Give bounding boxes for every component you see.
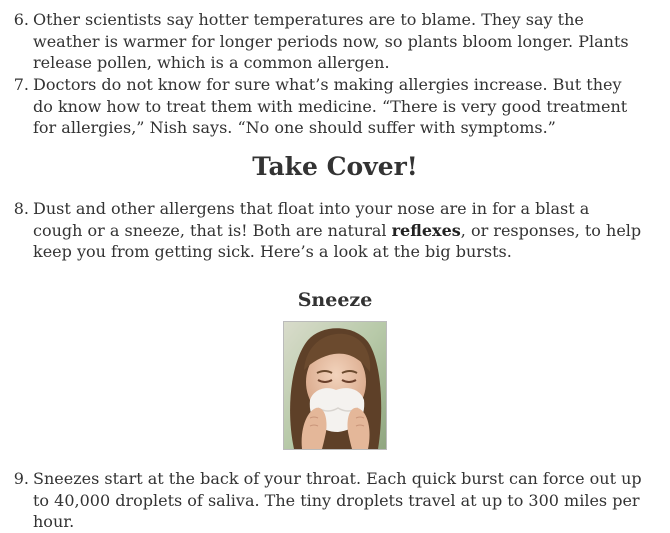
section-heading: Take Cover! [252, 152, 418, 181]
photo-drawing [284, 322, 386, 449]
sneezing-girl-photo [283, 321, 387, 450]
item-text: Sneezes start at the back of your throat. Each quick burst can force out up to 40,000 droplets of saliva. The tiny droplets travel at up to 300 miles per hour. [33, 469, 642, 532]
list-item [13, 468, 643, 533]
item-number: 7. [13, 75, 29, 94]
item-text: Doctors do not know for sure what’s making allergies increase. But they do know how to treat them with medicine. “There is very good treatment for allergies,” Nish says. “No one should suffer with symptoms.” [33, 75, 628, 138]
list-item [13, 9, 643, 74]
item-number: 6. [13, 10, 29, 29]
item-text: Other scientists say hotter temperatures are to blame. They say the weather is warmer for longer periods now, so plants bloom longer. Plants release pollen, which is a common allergen. [33, 10, 629, 73]
list-item [13, 198, 643, 263]
vocabulary-term: reflexes [391, 220, 461, 240]
list-item [13, 74, 643, 139]
item-text-after: , or responses, to help keep you from getting sick. Here’s a look at the big bursts. [33, 220, 642, 262]
subheading: Sneeze [297, 289, 373, 311]
item-text-before: Dust and other allergens that float into your nose are in for a blast a cough or a sneeze, that is! Both are natural [33, 199, 590, 240]
item-number: 9. [13, 469, 29, 488]
item-number: 8. [13, 199, 29, 218]
